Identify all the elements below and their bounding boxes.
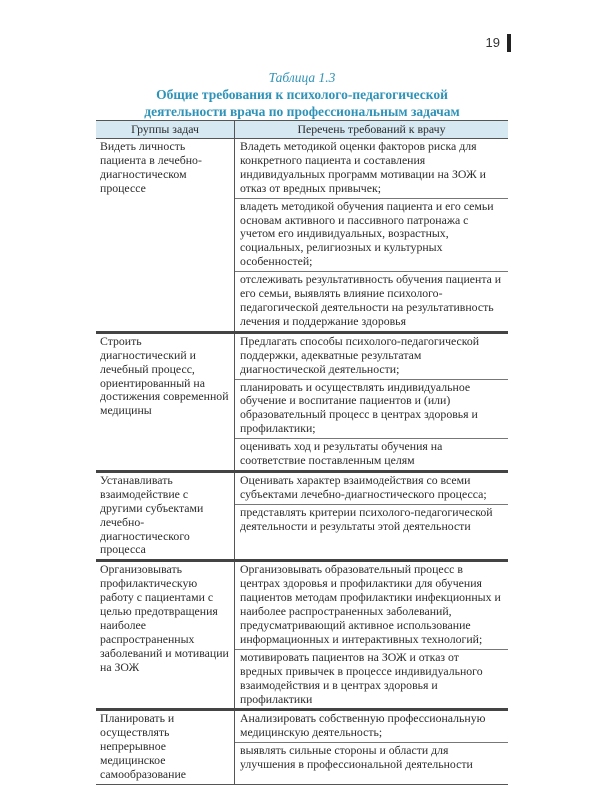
task-group-cell: Планировать и осуществлять непрерывное медицинское самообразование	[96, 710, 235, 785]
table-caption	[96, 69, 508, 120]
task-group-cell: Организовывать профилактическую работу с пациентами с целью предотвращения наиболее распространенных заболеваний и мотивации на ЗОЖ	[96, 561, 235, 710]
header-groups: Группы задач	[96, 121, 235, 139]
task-group-cell: Устанавливать взаимодействие с другими субъектами лечебно-диагностического процесса	[96, 471, 235, 560]
page-number-marker	[507, 34, 511, 52]
table-title-line-2: деятельности врача по профессиональным задачам	[144, 104, 460, 119]
requirement-item: Анализировать собственную профессиональную медицинскую деятельность;	[235, 711, 508, 743]
requirement-item: мотивировать пациентов на ЗОЖ и отказ от вредных привычек в процессе индивидуального взаимодействия и в центрах здоровья и профилактики	[240, 649, 483, 706]
requirement-item: отслеживать результативность обучения пациента и его семьи, выявлять влияние психолого-педагогической деятельности на результативность лечения и поддержание здоровья	[240, 272, 502, 328]
requirement-item: владеть методикой обучения пациента и его семьи основам активного и пассивного патронажа с учетом его индивидуальных, возрастных, социальных, религиозных и культурных особенностей;	[235, 199, 508, 273]
requirement-item: оценивать ход и результаты обучения на соответствие поставленным целям	[240, 439, 443, 468]
requirement-item: Оценивать характер взаимодействия со всеми субъектами лечебно-диагностического процесса;	[235, 473, 508, 505]
requirement-item: планировать и осуществлять индивидуальное обучение и воспитание пациентов и (или) образовательный процесс в центрах здоровья и профилактики;	[235, 380, 508, 440]
requirements-cell	[235, 139, 509, 333]
page-number: 19	[485, 35, 500, 50]
table-row	[96, 332, 508, 471]
task-group-cell: Строить диагностический и лечебный процесс, ориентированный на достижения современной медицины	[96, 332, 235, 471]
requirements-cell	[235, 332, 509, 471]
table-header-row	[96, 121, 508, 139]
table-row	[96, 561, 508, 710]
table-row	[96, 710, 508, 785]
table-title-line-1: Общие требования к психолого-педагогической	[156, 87, 448, 102]
requirements-cell	[235, 561, 509, 710]
requirements-cell	[235, 710, 509, 785]
requirements-cell	[235, 471, 509, 560]
header-requirements: Перечень требований к врачу	[235, 121, 509, 139]
table-body	[96, 139, 508, 785]
requirement-item: Предлагать способы психолого-педагогической поддержки, адекватные результатам диагностической деятельности;	[235, 334, 508, 380]
requirement-item: представлять критерии психолого-педагогической деятельности и результаты этой деятельности	[240, 504, 493, 533]
requirement-item: Организовывать образовательный процесс в центрах здоровья и профилактики для обучения пациентов методам профилактики инфекционных и наиболее распространенных заболеваний, предусматривающий активное использование информационных и интерактивных технологий;	[235, 562, 508, 649]
table-row	[96, 139, 508, 333]
table-label: Таблица 1.3	[268, 70, 336, 85]
requirements-table	[96, 120, 508, 785]
requirement-item: выявлять сильные стороны и области для улучшения в профессиональной деятельности	[240, 743, 473, 772]
requirement-item: Владеть методикой оценки факторов риска для конкретного пациента и составления индивидуальных программ мотивации на ЗОЖ и отказ от вредных привычек;	[235, 139, 508, 199]
task-group-cell: Видеть личность пациента в лечебно-диагностическом процессе	[96, 139, 235, 333]
table-row	[96, 471, 508, 560]
